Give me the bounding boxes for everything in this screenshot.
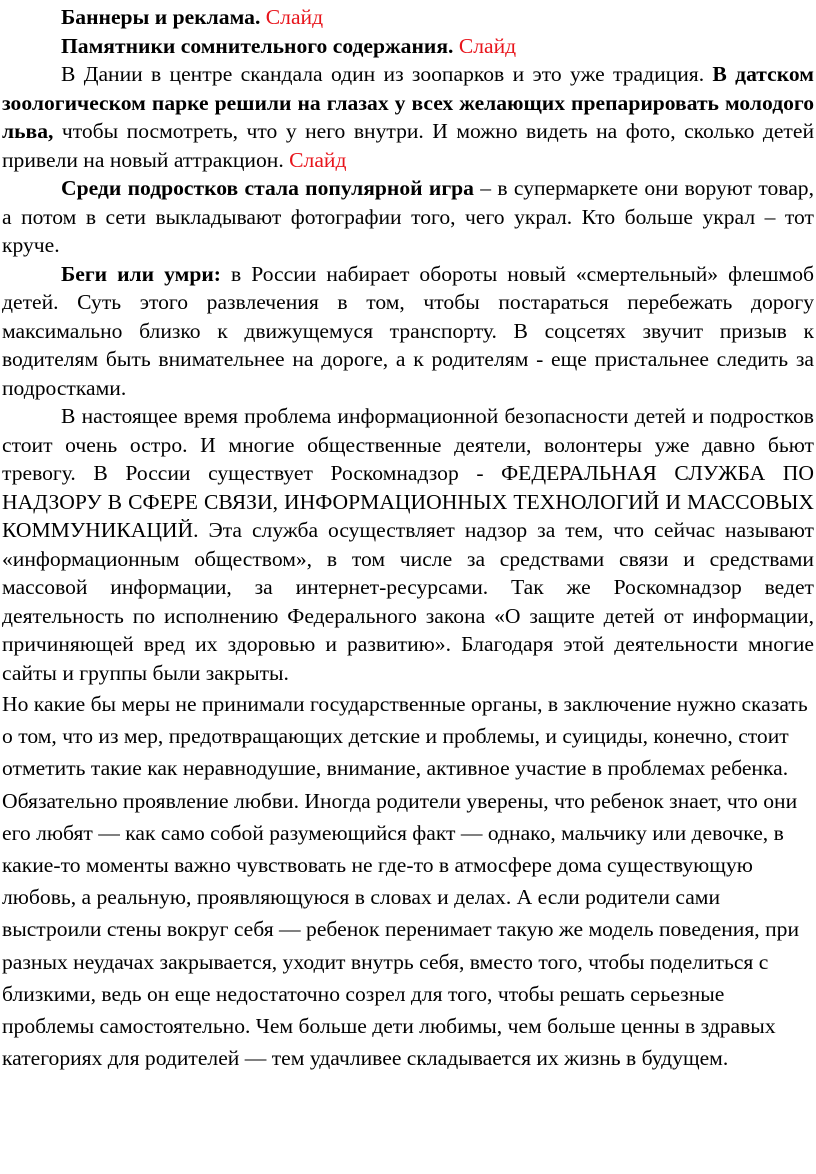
heading-banners: Баннеры и реклама. <box>61 5 261 29</box>
run-or-die-text: в России набирает обороты новый «смертельный» флешмоб детей. Суть этого развлечения в том, чтобы постараться перебежать дорогу максимально близко к движущемуся транспорту. В соцсетях звучит призыв к водителям быть внимательнее на дороге, а к родителям - еще пристальнее следить за подростками. <box>2 261 814 400</box>
paragraph-shoplifting-game <box>2 174 814 260</box>
paragraph-banners <box>2 3 814 32</box>
paragraph-monuments <box>2 32 814 61</box>
paragraph-conclusion: Но какие бы меры не принимали государственные органы, в заключение нужно сказать о том, что из мер, предотвращающих детские и проблемы, и суициды, конечно, стоит отметить такие как неравнодушие, внимание, активное участие в проблемах ребенка. Обязательно проявление любви. Иногда родители уверены, что ребенок знает, что они его любят — как само собой разумеющийся факт — однако, мальчику или девочке, в какие-то моменты важно чувствовать не где-то в атмосфере дома существующую любовь, а реальную, проявляющуюся в словах и делах. А если родители сами выстроили стены вокруг себя — ребенок перенимает такую же модель поведения, при разных неудачах закрывается, уходит внутрь себя, вместо того, чтобы поделиться с близкими, ведь он еще недостаточно созрел для того, чтобы решать серьезные проблемы самостоятельно. Чем больше дети любимы, чем больше ценны в здравых категориях для родителей — тем удачливее складывается их жизнь в будущем. <box>2 692 808 1071</box>
heading-run-or-die: Беги или умри: <box>61 261 221 286</box>
paragraph-roskomnadzor-part2: КОММУНИКАЦИЙ. Эта служба осуществляет надзор за тем, что сейчас называют «информационным обществом», в том числе за средствами связи и средствами массовой информации, за интернет-ресурсами. Так же Роскомнадзор ведет деятельность по исполнению Федерального закона «О защите детей от информации, причиняющей вред их здоровью и развитию». Благодаря этой деятельности многие сайты и группы были закрыты. <box>2 518 814 685</box>
slide-marker: Слайд <box>265 5 324 29</box>
zoo-text-bold: В датском зоологическом парке решили на глазах у всех желающих препарировать молодого льва, <box>2 62 815 143</box>
shoplifting-game-text: – в супермаркете они воруют товар, а потом в сети выкладывают фотографии того, чего украл. Кто больше украл – тот круче. <box>2 176 814 257</box>
paragraph-zoo <box>2 60 814 174</box>
slide-marker: Слайд <box>289 147 347 172</box>
zoo-text-start: В Дании в центре скандала один из зоопарков и это уже традиция. <box>61 62 713 86</box>
zoo-text-end: чтобы посмотреть, что у него внутри. И можно видеть на фото, сколько детей привели на новый аттракцион. <box>2 119 814 172</box>
heading-monuments: Памятники сомнительного содержания. <box>61 33 454 58</box>
heading-shoplifting-game: Среди подростков стала популярной игра <box>61 176 474 200</box>
paragraph-run-or-die <box>2 260 814 403</box>
slide-marker: Слайд <box>458 33 517 58</box>
paragraph-roskomnadzor-part1: В настоящее время проблема информационной безопасности детей и подростков стоит очень остро. И многие общественные деятели, волонтеры уже давно бьют тревогу. В России существует Роскомнадзор - ФЕДЕРАЛЬНАЯ СЛУЖБА ПО НАДЗОРУ В СФЕРЕ СВЯЗИ, ИНФОРМАЦИОННЫХ ТЕХНОЛОГИЙ И МАССОВЫХ <box>2 404 814 514</box>
